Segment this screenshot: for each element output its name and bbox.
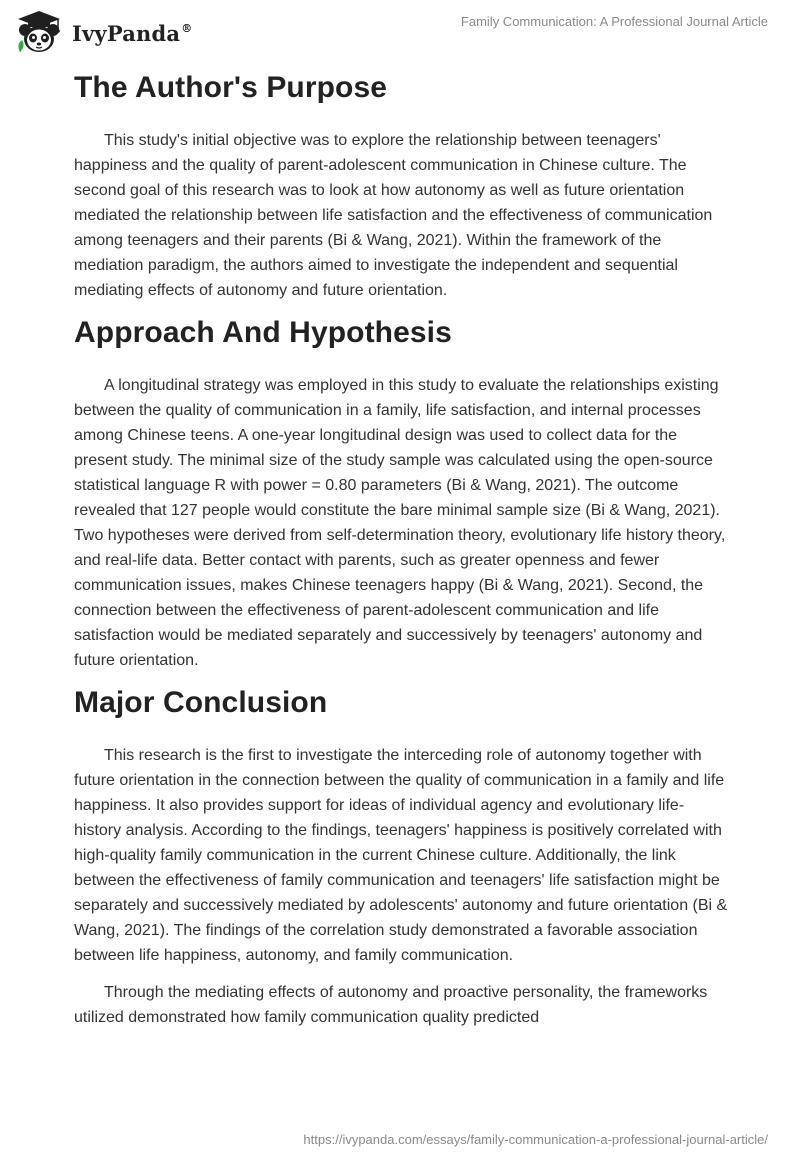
paragraph: This research is the first to investigate the interceding role of autonomy together with future orientation in the connection between the quality of communication in a family and life happiness. It also provides support for ideas of individual agency and evolutionary life-history analysis. According to the findings, teenagers' happiness is positively correlated with high-quality family communication in the current Chinese culture. Additionally, the link between the effectiveness of family communication and teenagers' life satisfaction might be separately and successively mediated by adolescents' autonomy and future orientation (Bi & Wang, 2021). The findings of the correlation study demonstrated a favorable association between life happiness, autonomy, and family communication. xyxy=(74,747,728,964)
source-url[interactable]: https://ivypanda.com/essays/family-communication-a-professional-journal-article/ xyxy=(303,1132,768,1147)
section-authors-purpose xyxy=(74,70,728,303)
paragraph: A longitudinal strategy was employed in this study to evaluate the relationships existing between the quality of communication in a family, life satisfaction, and internal processes among Chinese teens. A one-year longitudinal design was used to collect data for the present study. The minimal size of the study sample was calculated using the open-source statistical language R with power = 0.80 parameters (Bi & Wang, 2021). The outcome revealed that 127 people would constitute the bare minimal sample size (Bi & Wang, 2021). Two hypotheses were derived from self-determination theory, evolutionary life history theory, and real-life data. Better contact with parents, such as greater openness and fewer communication issues, makes Chinese teenagers happy (Bi & Wang, 2021). Second, the connection between the effectiveness of parent-adolescent communication and life satisfaction would be mediated separately and successively by teenagers' autonomy and future orientation. xyxy=(74,377,726,669)
section-heading: Approach And Hypothesis xyxy=(74,316,452,349)
paragraph: This study's initial objective was to explore the relationship between teenagers' happiness and the quality of parent-adolescent communication in Chinese culture. The second goal of this research was to look at how autonomy as well as future orientation mediated the relationship between life satisfaction and the effectiveness of communication among teenagers and their parents (Bi & Wang, 2021). Within the framework of the mediation paradigm, the authors aimed to investigate the independent and sequential mediating effects of autonomy and future orientation. xyxy=(74,132,713,299)
section-approach-hypothesis xyxy=(74,315,728,673)
section-major-conclusion xyxy=(74,685,728,1030)
paragraph: Through the mediating effects of autonomy and proactive personality, the frameworks utilized demonstrated how family communication quality predicted xyxy=(74,984,708,1026)
document-title: Family Communication: A Professional Journal Article xyxy=(460,14,768,29)
section-heading: The Author's Purpose xyxy=(74,71,388,104)
brand-name: IvyPanda® xyxy=(72,20,193,46)
registered-mark: ® xyxy=(181,21,193,35)
section-heading: Major Conclusion xyxy=(74,686,328,719)
ivypanda-logo[interactable] xyxy=(14,8,192,58)
page-header xyxy=(0,0,800,64)
panda-graduate-icon xyxy=(14,8,64,58)
article-body xyxy=(74,70,728,1042)
